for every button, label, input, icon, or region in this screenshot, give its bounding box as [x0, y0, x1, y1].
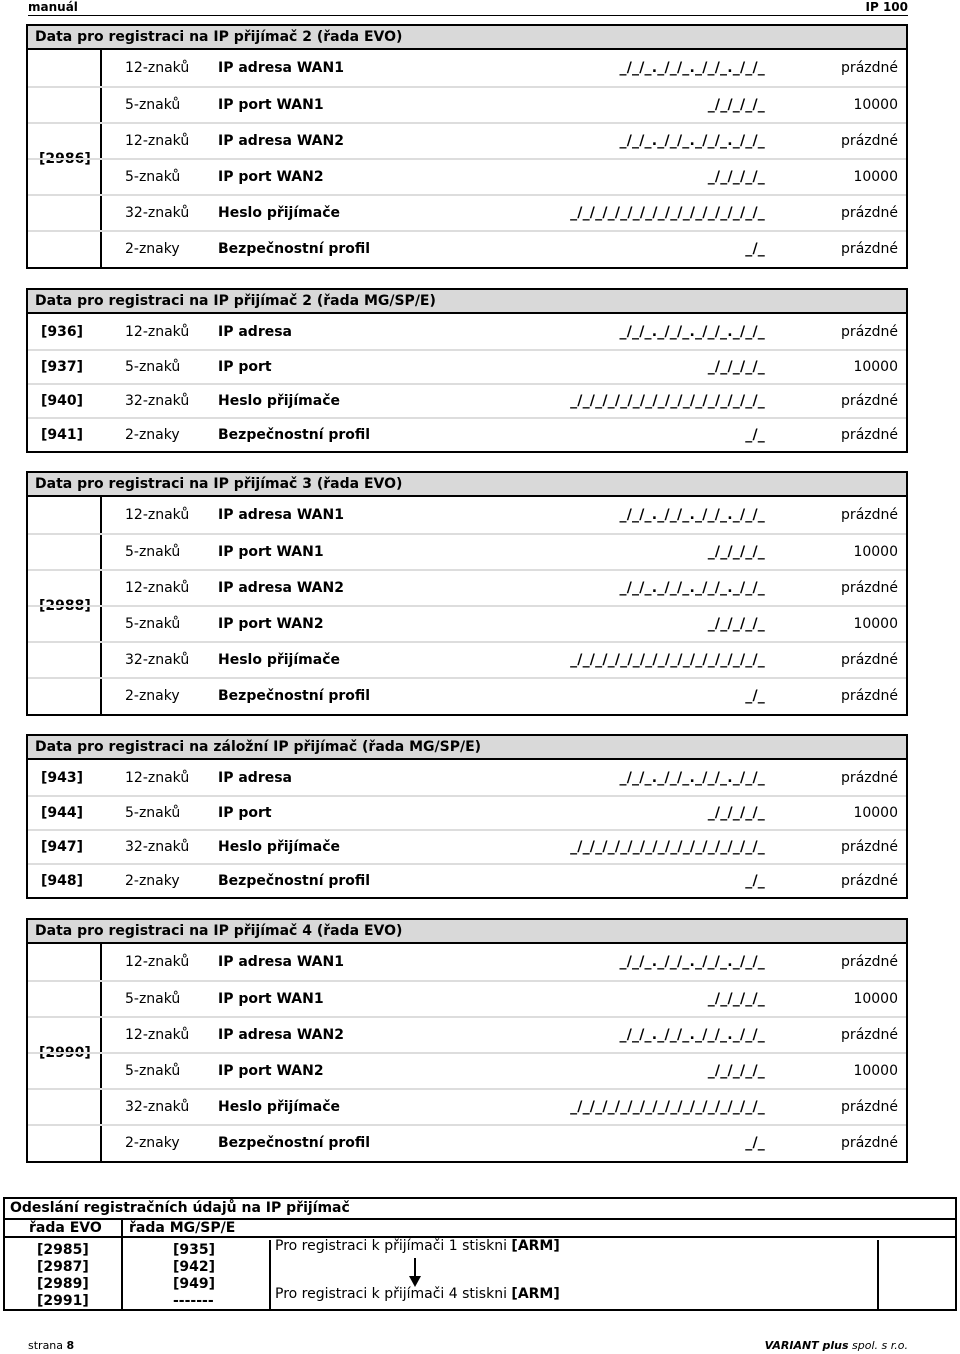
- row-mask: _/_/_/_/_/_/_/_/_/_/_/_/_/_/_/_: [570, 1099, 765, 1115]
- row-length: 5-znaků: [125, 544, 181, 560]
- table-row: [28, 829, 906, 863]
- row-mask: _/_: [745, 687, 765, 704]
- row-length: 12-znaků: [125, 323, 190, 340]
- table-row: [28, 795, 906, 829]
- row-length: 5-znaků: [125, 97, 181, 113]
- row-mask: _/_/_._/_/_._/_/_._/_/_: [619, 60, 765, 76]
- row-mask: _/_/_._/_/_._/_/_._/_/_: [619, 580, 765, 596]
- row-name: IP port WAN1: [218, 544, 324, 560]
- evo-code-list: [37, 1242, 89, 1310]
- row-mask: _/_/_._/_/_._/_/_._/_/_: [619, 323, 765, 340]
- table-row: [28, 641, 906, 677]
- row-mask: _/_: [745, 427, 765, 443]
- row-length: 12-znaků: [125, 580, 190, 596]
- table-row: [28, 533, 906, 569]
- section-backup-receiver-mg: [26, 734, 908, 899]
- col-mg-header: řada MG/SP/E: [129, 1220, 236, 1236]
- mg-code: [935]: [173, 1242, 216, 1258]
- row-mask: _/_/_/_/_/_/_/_/_/_/_/_/_/_/_/_: [570, 205, 765, 221]
- section-title: Data pro registraci na IP přijímač 2 (řada EVO): [28, 26, 906, 50]
- row-code: [943]: [41, 769, 84, 786]
- table-row: [28, 605, 906, 641]
- row-mask: _/_/_._/_/_._/_/_._/_/_: [619, 507, 765, 523]
- row-code: [936]: [41, 323, 84, 340]
- section-title: Data pro registraci na IP přijímač 4 (řada EVO): [28, 920, 906, 944]
- row-length: 32-znaků: [125, 652, 190, 668]
- row-default: prázdné: [841, 652, 898, 668]
- row-name: Bezpečnostní profil: [218, 687, 371, 704]
- table-row: [28, 1052, 906, 1088]
- note-first: [275, 1238, 560, 1254]
- row-mask: _/_/_/_/_/_/_/_/_/_/_/_/_/_/_/_: [570, 652, 765, 668]
- row-length: 2-znaky: [125, 1134, 180, 1151]
- row-mask: _/_/_/_/_: [707, 359, 765, 375]
- send-registration-table: [3, 1197, 957, 1311]
- footer-page: [28, 1339, 74, 1352]
- row-length: 5-znaků: [125, 169, 181, 185]
- page-header: [28, 0, 908, 14]
- section-receiver2-mg: [26, 288, 908, 453]
- row-length: 12-znaků: [125, 954, 190, 970]
- row-name: IP port WAN1: [218, 991, 324, 1007]
- mg-code: [942]: [173, 1259, 216, 1275]
- row-name: Heslo přijímače: [218, 839, 340, 855]
- row-default: prázdné: [841, 240, 898, 257]
- row-code: [940]: [41, 393, 84, 409]
- row-length: 12-znaků: [125, 769, 190, 786]
- evo-code: [2989]: [37, 1276, 89, 1292]
- table-row: [28, 1124, 906, 1159]
- mg-code: [949]: [173, 1276, 216, 1292]
- row-default: prázdné: [841, 1027, 898, 1043]
- row-name: IP adresa WAN1: [218, 60, 344, 76]
- row-name: IP port: [218, 805, 272, 821]
- section-code: [2988]: [39, 597, 91, 614]
- row-default: 10000: [853, 359, 898, 375]
- section-title: Data pro registraci na IP přijímač 3 (řada EVO): [28, 473, 906, 497]
- note-first-key: [ARM]: [511, 1238, 560, 1254]
- row-mask: _/_/_._/_/_._/_/_._/_/_: [619, 1027, 765, 1043]
- row-length: 12-znaků: [125, 507, 190, 523]
- row-mask: _/_/_/_/_: [707, 616, 765, 632]
- row-code: [947]: [41, 839, 84, 855]
- row-mask: _/_: [745, 873, 765, 889]
- row-default: prázdné: [841, 954, 898, 970]
- section-code: [2990]: [39, 1044, 91, 1061]
- row-name: Bezpečnostní profil: [218, 240, 371, 257]
- note-last: [275, 1286, 560, 1302]
- row-default: 10000: [853, 616, 898, 632]
- row-mask: _/_/_._/_/_._/_/_._/_/_: [619, 954, 765, 970]
- row-length: 5-znaků: [125, 991, 181, 1007]
- table-row: [28, 944, 906, 980]
- row-name: IP port: [218, 359, 272, 375]
- row-default: 10000: [853, 1063, 898, 1079]
- row-default: prázdné: [841, 323, 898, 340]
- evo-code: [2985]: [37, 1242, 89, 1258]
- section-receiver2-evo: [26, 24, 908, 269]
- section-receiver4-evo: [26, 918, 908, 1163]
- row-default: 10000: [853, 97, 898, 113]
- footer-page-label: strana: [28, 1339, 67, 1352]
- col-evo-header: řada EVO: [29, 1220, 102, 1236]
- row-name: IP adresa: [218, 323, 292, 340]
- row-mask: _/_/_/_/_: [707, 805, 765, 821]
- section-title: Data pro registraci na záložní IP přijímač (řada MG/SP/E): [28, 736, 906, 760]
- row-default: prázdné: [841, 839, 898, 855]
- row-length: 32-znaků: [125, 839, 190, 855]
- table-row: [28, 383, 906, 417]
- row-mask: _/_/_._/_/_._/_/_._/_/_: [619, 769, 765, 786]
- row-default: prázdné: [841, 1099, 898, 1115]
- row-default: prázdné: [841, 687, 898, 704]
- row-name: IP port WAN1: [218, 97, 324, 113]
- row-length: 5-znaků: [125, 805, 181, 821]
- row-mask: _/_/_/_/_: [707, 97, 765, 113]
- footer-page-number: 8: [66, 1339, 75, 1352]
- row-mask: _/_/_/_/_/_/_/_/_/_/_/_/_/_/_/_: [570, 393, 765, 409]
- table-row: [28, 50, 906, 86]
- section-code: [2986]: [39, 150, 91, 167]
- row-name: IP adresa WAN2: [218, 580, 344, 596]
- note-last-key: [ARM]: [511, 1286, 560, 1302]
- row-default: 10000: [853, 805, 898, 821]
- row-name: IP adresa: [218, 769, 292, 786]
- row-name: Bezpečnostní profil: [218, 427, 371, 443]
- row-length: 32-znaků: [125, 393, 190, 409]
- table-row: [28, 194, 906, 230]
- row-name: IP adresa WAN2: [218, 1027, 344, 1043]
- row-default: prázdné: [841, 205, 898, 221]
- row-length: 32-znaků: [125, 205, 190, 221]
- send-title: Odeslání registračních údajů na IP přijímač: [5, 1199, 955, 1220]
- row-code: [941]: [41, 427, 84, 443]
- row-name: IP adresa WAN1: [218, 507, 344, 523]
- mg-code-list: [173, 1242, 215, 1310]
- row-length: 32-znaků: [125, 1099, 190, 1115]
- row-name: IP port WAN2: [218, 1063, 324, 1079]
- table-row: [28, 677, 906, 712]
- arrow-down-icon: [405, 1258, 425, 1288]
- row-name: Heslo přijímače: [218, 1099, 340, 1115]
- table-row: [28, 1088, 906, 1124]
- row-length: 5-znaků: [125, 359, 181, 375]
- row-mask: _/_/_/_/_: [707, 991, 765, 1007]
- row-length: 2-znaky: [125, 687, 180, 704]
- row-name: IP adresa WAN1: [218, 954, 344, 970]
- row-length: 2-znaky: [125, 240, 180, 257]
- row-default: prázdné: [841, 507, 898, 523]
- row-default: prázdné: [841, 580, 898, 596]
- table-row: [28, 1016, 906, 1052]
- row-mask: _/_/_._/_/_._/_/_._/_/_: [619, 133, 765, 149]
- send-header-row: [5, 1220, 955, 1238]
- table-row: [28, 760, 906, 795]
- section-receiver3-evo: [26, 471, 908, 716]
- evo-code: [2987]: [37, 1259, 89, 1275]
- footer-company: [765, 1339, 908, 1352]
- row-code: [944]: [41, 805, 84, 821]
- row-name: Heslo přijímače: [218, 652, 340, 668]
- table-row: [28, 230, 906, 265]
- row-default: 10000: [853, 991, 898, 1007]
- row-default: prázdné: [841, 873, 898, 889]
- row-mask: _/_: [745, 1134, 765, 1151]
- table-row: [28, 417, 906, 451]
- note-last-text: Pro registraci k přijímači 4 stiskni: [275, 1286, 512, 1302]
- row-mask: _/_/_/_/_/_/_/_/_/_/_/_/_/_/_/_: [570, 839, 765, 855]
- row-name: IP port WAN2: [218, 169, 324, 185]
- row-length: 5-znaků: [125, 616, 181, 632]
- row-name: IP adresa WAN2: [218, 133, 344, 149]
- row-mask: _/_/_/_/_: [707, 544, 765, 560]
- row-name: IP port WAN2: [218, 616, 324, 632]
- table-row: [28, 497, 906, 533]
- header-left: manuál: [28, 0, 78, 14]
- table-row: [28, 122, 906, 158]
- row-length: 12-znaků: [125, 60, 190, 76]
- table-row: [28, 863, 906, 897]
- note-first-text: Pro registraci k přijímači 1 stiskni: [275, 1238, 512, 1254]
- row-mask: _/_/_/_/_: [707, 1063, 765, 1079]
- row-length: 2-znaky: [125, 873, 180, 889]
- row-default: 10000: [853, 169, 898, 185]
- row-default: 10000: [853, 544, 898, 560]
- row-length: 2-znaky: [125, 427, 180, 443]
- mg-code: -------: [173, 1293, 214, 1309]
- row-default: prázdné: [841, 133, 898, 149]
- row-default: prázdné: [841, 60, 898, 76]
- table-row: [28, 86, 906, 122]
- row-length: 12-znaků: [125, 1027, 190, 1043]
- row-name: Heslo přijímače: [218, 205, 340, 221]
- table-row: [28, 314, 906, 349]
- row-length: 12-znaků: [125, 133, 190, 149]
- row-length: 5-znaků: [125, 1063, 181, 1079]
- header-rule: [28, 15, 908, 16]
- row-name: Bezpečnostní profil: [218, 873, 371, 889]
- row-default: prázdné: [841, 393, 898, 409]
- footer-company-name: VARIANT plus: [764, 1339, 849, 1352]
- row-default: prázdné: [841, 769, 898, 786]
- row-default: prázdné: [841, 427, 898, 443]
- table-row: [28, 980, 906, 1016]
- row-name: Heslo přijímače: [218, 393, 340, 409]
- header-right: IP 100: [865, 0, 908, 14]
- row-mask: _/_/_/_/_: [707, 169, 765, 185]
- row-default: prázdné: [841, 1134, 898, 1151]
- section-title: Data pro registraci na IP přijímač 2 (řada MG/SP/E): [28, 290, 906, 314]
- row-name: Bezpečnostní profil: [218, 1134, 371, 1151]
- row-mask: _/_: [745, 240, 765, 257]
- row-code: [948]: [41, 873, 84, 889]
- table-row: [28, 569, 906, 605]
- table-row: [28, 349, 906, 383]
- table-row: [28, 158, 906, 194]
- evo-code: [2991]: [37, 1293, 89, 1309]
- footer-company-suffix: spol. s r.o.: [848, 1339, 908, 1352]
- row-code: [937]: [41, 359, 84, 375]
